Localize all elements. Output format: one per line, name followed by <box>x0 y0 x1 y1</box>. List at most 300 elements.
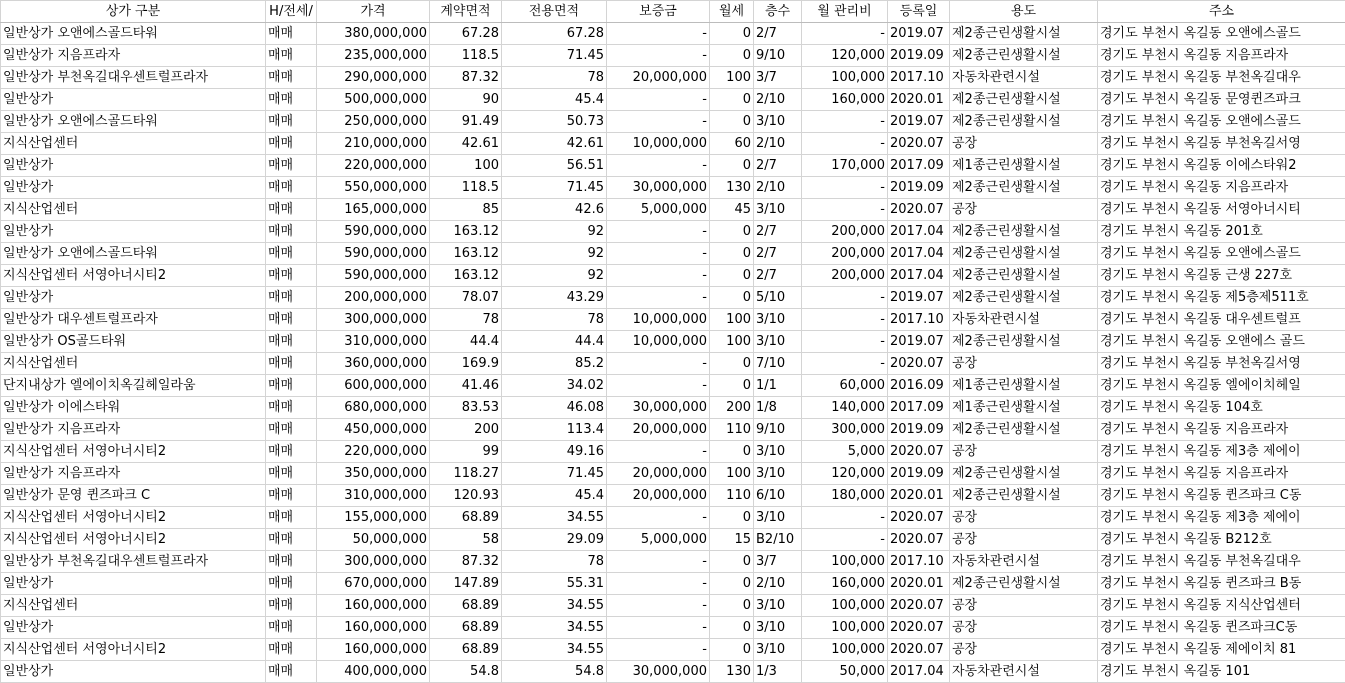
cell-address[interactable]: 경기도 부천시 옥길동 지음프라자 <box>1098 45 1345 67</box>
cell-price[interactable]: 210,000,000 <box>317 133 430 155</box>
cell-deposit[interactable]: - <box>607 375 710 397</box>
cell-exclusive-area[interactable]: 45.4 <box>502 89 607 111</box>
cell-deposit[interactable]: - <box>607 617 710 639</box>
cell-deal[interactable]: 매매 <box>266 221 317 243</box>
cell-registered[interactable]: 2017.04 <box>888 265 950 287</box>
cell-monthly-rent[interactable]: 60 <box>710 133 754 155</box>
cell-address[interactable]: 경기도 부천시 옥길동 B212호 <box>1098 529 1345 551</box>
cell-deal[interactable]: 매매 <box>266 507 317 529</box>
cell-type[interactable]: 지식산업센터 <box>1 353 266 375</box>
cell-registered[interactable]: 2019.09 <box>888 45 950 67</box>
cell-floor[interactable]: 1/1 <box>754 375 802 397</box>
cell-registered[interactable]: 2019.09 <box>888 419 950 441</box>
cell-deposit[interactable]: - <box>607 595 710 617</box>
cell-type[interactable]: 일반상가 오앤에스골드타워 <box>1 23 266 45</box>
cell-price[interactable]: 550,000,000 <box>317 177 430 199</box>
cell-floor[interactable]: 3/10 <box>754 111 802 133</box>
cell-price[interactable]: 310,000,000 <box>317 485 430 507</box>
cell-type[interactable]: 지식산업센터 서영아너시티2 <box>1 639 266 661</box>
cell-maintenance-fee[interactable]: 60,000 <box>802 375 888 397</box>
cell-maintenance-fee[interactable]: 120,000 <box>802 463 888 485</box>
cell-floor[interactable]: 3/10 <box>754 199 802 221</box>
cell-deposit[interactable]: 30,000,000 <box>607 661 710 683</box>
cell-contract-area[interactable]: 99 <box>430 441 502 463</box>
cell-deposit[interactable]: 10,000,000 <box>607 133 710 155</box>
cell-exclusive-area[interactable]: 92 <box>502 221 607 243</box>
cell-address[interactable]: 경기도 부천시 옥길동 부천옥길대우 <box>1098 551 1345 573</box>
cell-usage[interactable]: 제2종근린생활시설 <box>950 243 1098 265</box>
cell-type[interactable]: 일반상가 부천옥길대우센트럴프라자 <box>1 551 266 573</box>
column-header-price[interactable]: 가격 <box>317 1 430 23</box>
cell-deal[interactable]: 매매 <box>266 111 317 133</box>
cell-monthly-rent[interactable]: 0 <box>710 595 754 617</box>
cell-exclusive-area[interactable]: 71.45 <box>502 463 607 485</box>
cell-deposit[interactable]: 20,000,000 <box>607 485 710 507</box>
cell-monthly-rent[interactable]: 0 <box>710 353 754 375</box>
cell-maintenance-fee[interactable]: - <box>802 111 888 133</box>
cell-usage[interactable]: 제2종근린생활시설 <box>950 463 1098 485</box>
cell-floor[interactable]: 3/10 <box>754 331 802 353</box>
cell-floor[interactable]: 1/8 <box>754 397 802 419</box>
cell-exclusive-area[interactable]: 113.4 <box>502 419 607 441</box>
cell-registered[interactable]: 2019.07 <box>888 23 950 45</box>
cell-usage[interactable]: 공장 <box>950 353 1098 375</box>
cell-maintenance-fee[interactable]: - <box>802 199 888 221</box>
cell-type[interactable]: 일반상가 이에스타워 <box>1 397 266 419</box>
cell-maintenance-fee[interactable]: - <box>802 133 888 155</box>
cell-contract-area[interactable]: 118.27 <box>430 463 502 485</box>
cell-floor[interactable]: 2/7 <box>754 221 802 243</box>
cell-contract-area[interactable]: 44.4 <box>430 331 502 353</box>
cell-maintenance-fee[interactable]: - <box>802 529 888 551</box>
cell-usage[interactable]: 제2종근린생활시설 <box>950 265 1098 287</box>
cell-exclusive-area[interactable]: 42.61 <box>502 133 607 155</box>
cell-floor[interactable]: 2/10 <box>754 177 802 199</box>
cell-registered[interactable]: 2020.01 <box>888 573 950 595</box>
cell-exclusive-area[interactable]: 92 <box>502 265 607 287</box>
cell-maintenance-fee[interactable]: 120,000 <box>802 45 888 67</box>
cell-registered[interactable]: 2017.10 <box>888 67 950 89</box>
cell-type[interactable]: 일반상가 OS골드타워 <box>1 331 266 353</box>
cell-type[interactable]: 일반상가 <box>1 89 266 111</box>
cell-address[interactable]: 경기도 부천시 옥길동 문영퀸즈파크 <box>1098 89 1345 111</box>
cell-registered[interactable]: 2020.07 <box>888 133 950 155</box>
cell-registered[interactable]: 2019.09 <box>888 177 950 199</box>
cell-price[interactable]: 400,000,000 <box>317 661 430 683</box>
cell-address[interactable]: 경기도 부천시 옥길동 제에이치 81 <box>1098 639 1345 661</box>
cell-address[interactable]: 경기도 부천시 옥길동 이에스타워2 <box>1098 155 1345 177</box>
cell-monthly-rent[interactable]: 45 <box>710 199 754 221</box>
cell-type[interactable]: 지식산업센터 <box>1 595 266 617</box>
cell-usage[interactable]: 제2종근린생활시설 <box>950 111 1098 133</box>
cell-contract-area[interactable]: 67.28 <box>430 23 502 45</box>
cell-deal[interactable]: 매매 <box>266 155 317 177</box>
cell-registered[interactable]: 2019.07 <box>888 331 950 353</box>
cell-deal[interactable]: 매매 <box>266 89 317 111</box>
cell-maintenance-fee[interactable]: - <box>802 23 888 45</box>
cell-deposit[interactable]: 20,000,000 <box>607 419 710 441</box>
cell-deal[interactable]: 매매 <box>266 265 317 287</box>
cell-type[interactable]: 일반상가 <box>1 177 266 199</box>
cell-deal[interactable]: 매매 <box>266 177 317 199</box>
cell-usage[interactable]: 자동차관련시설 <box>950 67 1098 89</box>
cell-address[interactable]: 경기도 부천시 옥길동 부천옥길대우 <box>1098 67 1345 89</box>
cell-exclusive-area[interactable]: 43.29 <box>502 287 607 309</box>
cell-exclusive-area[interactable]: 67.28 <box>502 23 607 45</box>
cell-contract-area[interactable]: 83.53 <box>430 397 502 419</box>
cell-deal[interactable]: 매매 <box>266 287 317 309</box>
cell-deal[interactable]: 매매 <box>266 309 317 331</box>
cell-type[interactable]: 지식산업센터 서영아너시티2 <box>1 265 266 287</box>
cell-exclusive-area[interactable]: 34.55 <box>502 507 607 529</box>
cell-maintenance-fee[interactable]: - <box>802 331 888 353</box>
cell-address[interactable]: 경기도 부천시 옥길동 대우센트럴프 <box>1098 309 1345 331</box>
cell-price[interactable]: 290,000,000 <box>317 67 430 89</box>
cell-deposit[interactable]: - <box>607 23 710 45</box>
cell-registered[interactable]: 2020.07 <box>888 441 950 463</box>
cell-contract-area[interactable]: 118.5 <box>430 45 502 67</box>
cell-deal[interactable]: 매매 <box>266 441 317 463</box>
cell-maintenance-fee[interactable]: - <box>802 309 888 331</box>
cell-address[interactable]: 경기도 부천시 옥길동 지음프라자 <box>1098 419 1345 441</box>
cell-maintenance-fee[interactable]: 160,000 <box>802 573 888 595</box>
cell-registered[interactable]: 2017.09 <box>888 155 950 177</box>
cell-usage[interactable]: 자동차관련시설 <box>950 551 1098 573</box>
cell-type[interactable]: 일반상가 오앤에스골드타워 <box>1 243 266 265</box>
cell-contract-area[interactable]: 41.46 <box>430 375 502 397</box>
cell-monthly-rent[interactable]: 0 <box>710 45 754 67</box>
cell-address[interactable]: 경기도 부천시 옥길동 부천옥길서영 <box>1098 353 1345 375</box>
cell-deal[interactable]: 매매 <box>266 595 317 617</box>
cell-floor[interactable]: 3/10 <box>754 441 802 463</box>
cell-monthly-rent[interactable]: 0 <box>710 89 754 111</box>
cell-floor[interactable]: 3/7 <box>754 67 802 89</box>
cell-exclusive-area[interactable]: 55.31 <box>502 573 607 595</box>
cell-address[interactable]: 경기도 부천시 옥길동 근생 227호 <box>1098 265 1345 287</box>
cell-monthly-rent[interactable]: 0 <box>710 155 754 177</box>
cell-maintenance-fee[interactable]: - <box>802 507 888 529</box>
cell-address[interactable]: 경기도 부천시 옥길동 서영아너시티 <box>1098 199 1345 221</box>
cell-address[interactable]: 경기도 부천시 옥길동 지식산업센터 <box>1098 595 1345 617</box>
cell-monthly-rent[interactable]: 0 <box>710 221 754 243</box>
cell-usage[interactable]: 제2종근린생활시설 <box>950 419 1098 441</box>
cell-monthly-rent[interactable]: 0 <box>710 243 754 265</box>
cell-address[interactable]: 경기도 부천시 옥길동 제3층 제에이 <box>1098 507 1345 529</box>
cell-registered[interactable]: 2020.07 <box>888 595 950 617</box>
cell-price[interactable]: 600,000,000 <box>317 375 430 397</box>
cell-deposit[interactable]: - <box>607 89 710 111</box>
cell-address[interactable]: 경기도 부천시 옥길동 오앤에스골드 <box>1098 23 1345 45</box>
cell-floor[interactable]: 9/10 <box>754 45 802 67</box>
cell-price[interactable]: 360,000,000 <box>317 353 430 375</box>
cell-registered[interactable]: 2020.07 <box>888 199 950 221</box>
cell-monthly-rent[interactable]: 110 <box>710 419 754 441</box>
cell-exclusive-area[interactable]: 42.6 <box>502 199 607 221</box>
cell-deposit[interactable]: - <box>607 265 710 287</box>
cell-exclusive-area[interactable]: 85.2 <box>502 353 607 375</box>
cell-maintenance-fee[interactable]: 100,000 <box>802 639 888 661</box>
cell-monthly-rent[interactable]: 0 <box>710 551 754 573</box>
cell-usage[interactable]: 제2종근린생활시설 <box>950 331 1098 353</box>
cell-registered[interactable]: 2020.07 <box>888 639 950 661</box>
cell-registered[interactable]: 2016.09 <box>888 375 950 397</box>
cell-contract-area[interactable]: 91.49 <box>430 111 502 133</box>
cell-type[interactable]: 일반상가 <box>1 221 266 243</box>
cell-monthly-rent[interactable]: 110 <box>710 485 754 507</box>
cell-contract-area[interactable]: 54.8 <box>430 661 502 683</box>
cell-price[interactable]: 680,000,000 <box>317 397 430 419</box>
cell-deposit[interactable]: 20,000,000 <box>607 67 710 89</box>
cell-maintenance-fee[interactable]: 100,000 <box>802 595 888 617</box>
cell-address[interactable]: 경기도 부천시 옥길동 퀸즈파크 C동 <box>1098 485 1345 507</box>
cell-usage[interactable]: 제2종근린생활시설 <box>950 177 1098 199</box>
cell-maintenance-fee[interactable]: - <box>802 177 888 199</box>
cell-usage[interactable]: 자동차관련시설 <box>950 309 1098 331</box>
cell-usage[interactable]: 공장 <box>950 441 1098 463</box>
cell-exclusive-area[interactable]: 34.02 <box>502 375 607 397</box>
cell-exclusive-area[interactable]: 45.4 <box>502 485 607 507</box>
cell-maintenance-fee[interactable]: 200,000 <box>802 265 888 287</box>
cell-type[interactable]: 지식산업센터 <box>1 199 266 221</box>
cell-usage[interactable]: 제2종근린생활시설 <box>950 287 1098 309</box>
cell-deal[interactable]: 매매 <box>266 529 317 551</box>
cell-monthly-rent[interactable]: 0 <box>710 23 754 45</box>
column-header-deposit[interactable]: 보증금 <box>607 1 710 23</box>
cell-floor[interactable]: 9/10 <box>754 419 802 441</box>
cell-maintenance-fee[interactable]: - <box>802 353 888 375</box>
cell-deposit[interactable]: - <box>607 221 710 243</box>
cell-usage[interactable]: 제2종근린생활시설 <box>950 89 1098 111</box>
cell-deal[interactable]: 매매 <box>266 639 317 661</box>
cell-usage[interactable]: 제2종근린생활시설 <box>950 23 1098 45</box>
cell-registered[interactable]: 2020.07 <box>888 617 950 639</box>
cell-maintenance-fee[interactable]: - <box>802 287 888 309</box>
cell-floor[interactable]: 2/7 <box>754 23 802 45</box>
cell-maintenance-fee[interactable]: 140,000 <box>802 397 888 419</box>
cell-maintenance-fee[interactable]: 100,000 <box>802 617 888 639</box>
cell-type[interactable]: 지식산업센터 서영아너시티2 <box>1 529 266 551</box>
cell-deal[interactable]: 매매 <box>266 23 317 45</box>
cell-contract-area[interactable]: 58 <box>430 529 502 551</box>
cell-contract-area[interactable]: 85 <box>430 199 502 221</box>
cell-monthly-rent[interactable]: 15 <box>710 529 754 551</box>
cell-address[interactable]: 경기도 부천시 옥길동 오앤에스골드 <box>1098 243 1345 265</box>
cell-usage[interactable]: 공장 <box>950 639 1098 661</box>
cell-price[interactable]: 165,000,000 <box>317 199 430 221</box>
cell-contract-area[interactable]: 68.89 <box>430 507 502 529</box>
cell-price[interactable]: 300,000,000 <box>317 309 430 331</box>
cell-address[interactable]: 경기도 부천시 옥길동 지음프라자 <box>1098 177 1345 199</box>
cell-price[interactable]: 590,000,000 <box>317 243 430 265</box>
cell-type[interactable]: 일반상가 <box>1 661 266 683</box>
cell-maintenance-fee[interactable]: 100,000 <box>802 551 888 573</box>
cell-address[interactable]: 경기도 부천시 옥길동 101 <box>1098 661 1345 683</box>
cell-contract-area[interactable]: 42.61 <box>430 133 502 155</box>
cell-maintenance-fee[interactable]: 180,000 <box>802 485 888 507</box>
cell-monthly-rent[interactable]: 100 <box>710 463 754 485</box>
cell-contract-area[interactable]: 100 <box>430 155 502 177</box>
cell-contract-area[interactable]: 68.89 <box>430 617 502 639</box>
cell-maintenance-fee[interactable]: 200,000 <box>802 221 888 243</box>
cell-monthly-rent[interactable]: 100 <box>710 67 754 89</box>
cell-price[interactable]: 500,000,000 <box>317 89 430 111</box>
cell-price[interactable]: 590,000,000 <box>317 221 430 243</box>
cell-maintenance-fee[interactable]: 50,000 <box>802 661 888 683</box>
cell-maintenance-fee[interactable]: 5,000 <box>802 441 888 463</box>
cell-monthly-rent[interactable]: 100 <box>710 331 754 353</box>
cell-contract-area[interactable]: 87.32 <box>430 67 502 89</box>
cell-address[interactable]: 경기도 부천시 옥길동 엘에이치헤일 <box>1098 375 1345 397</box>
cell-registered[interactable]: 2019.07 <box>888 111 950 133</box>
cell-deposit[interactable]: - <box>607 243 710 265</box>
cell-usage[interactable]: 공장 <box>950 133 1098 155</box>
cell-deposit[interactable]: - <box>607 45 710 67</box>
cell-address[interactable]: 경기도 부천시 옥길동 오앤에스골드 <box>1098 111 1345 133</box>
cell-price[interactable]: 590,000,000 <box>317 265 430 287</box>
cell-exclusive-area[interactable]: 92 <box>502 243 607 265</box>
cell-type[interactable]: 일반상가 대우센트럴프라자 <box>1 309 266 331</box>
cell-price[interactable]: 235,000,000 <box>317 45 430 67</box>
column-header-monthly-rent[interactable]: 월세 <box>710 1 754 23</box>
cell-type[interactable]: 일반상가 <box>1 617 266 639</box>
column-header-usage[interactable]: 용도 <box>950 1 1098 23</box>
cell-price[interactable]: 450,000,000 <box>317 419 430 441</box>
cell-usage[interactable]: 공장 <box>950 507 1098 529</box>
cell-usage[interactable]: 제2종근린생활시설 <box>950 485 1098 507</box>
cell-price[interactable]: 200,000,000 <box>317 287 430 309</box>
cell-type[interactable]: 일반상가 지음프라자 <box>1 463 266 485</box>
cell-deposit[interactable]: 10,000,000 <box>607 309 710 331</box>
cell-deposit[interactable]: - <box>607 111 710 133</box>
cell-contract-area[interactable]: 118.5 <box>430 177 502 199</box>
cell-deposit[interactable]: - <box>607 155 710 177</box>
column-header-address[interactable]: 주소 <box>1098 1 1345 23</box>
cell-usage[interactable]: 자동차관련시설 <box>950 661 1098 683</box>
cell-floor[interactable]: 2/10 <box>754 133 802 155</box>
cell-price[interactable]: 300,000,000 <box>317 551 430 573</box>
cell-type[interactable]: 단지내상가 엘에이치옥길헤일라움 <box>1 375 266 397</box>
cell-type[interactable]: 지식산업센터 서영아너시티2 <box>1 441 266 463</box>
cell-price[interactable]: 670,000,000 <box>317 573 430 595</box>
cell-deal[interactable]: 매매 <box>266 45 317 67</box>
cell-floor[interactable]: 2/10 <box>754 573 802 595</box>
cell-exclusive-area[interactable]: 71.45 <box>502 177 607 199</box>
cell-type[interactable]: 일반상가 <box>1 287 266 309</box>
cell-deal[interactable]: 매매 <box>266 551 317 573</box>
cell-exclusive-area[interactable]: 34.55 <box>502 617 607 639</box>
cell-address[interactable]: 경기도 부천시 옥길동 104호 <box>1098 397 1345 419</box>
cell-registered[interactable]: 2020.01 <box>888 485 950 507</box>
cell-registered[interactable]: 2017.04 <box>888 243 950 265</box>
cell-contract-area[interactable]: 90 <box>430 89 502 111</box>
cell-exclusive-area[interactable]: 78 <box>502 551 607 573</box>
cell-monthly-rent[interactable]: 0 <box>710 287 754 309</box>
cell-usage[interactable]: 공장 <box>950 595 1098 617</box>
cell-type[interactable]: 지식산업센터 서영아너시티2 <box>1 507 266 529</box>
cell-price[interactable]: 310,000,000 <box>317 331 430 353</box>
cell-monthly-rent[interactable]: 0 <box>710 111 754 133</box>
cell-monthly-rent[interactable]: 0 <box>710 639 754 661</box>
cell-deal[interactable]: 매매 <box>266 199 317 221</box>
cell-maintenance-fee[interactable]: 300,000 <box>802 419 888 441</box>
cell-exclusive-area[interactable]: 46.08 <box>502 397 607 419</box>
cell-deposit[interactable]: - <box>607 353 710 375</box>
cell-type[interactable]: 일반상가 오앤에스골드타워 <box>1 111 266 133</box>
cell-deal[interactable]: 매매 <box>266 243 317 265</box>
cell-maintenance-fee[interactable]: 200,000 <box>802 243 888 265</box>
cell-registered[interactable]: 2017.10 <box>888 309 950 331</box>
cell-floor[interactable]: 7/10 <box>754 353 802 375</box>
cell-deal[interactable]: 매매 <box>266 617 317 639</box>
cell-deposit[interactable]: - <box>607 507 710 529</box>
cell-address[interactable]: 경기도 부천시 옥길동 오앤에스 골드 <box>1098 331 1345 353</box>
cell-usage[interactable]: 제1종근린생활시설 <box>950 155 1098 177</box>
cell-deposit[interactable]: 5,000,000 <box>607 529 710 551</box>
cell-monthly-rent[interactable]: 0 <box>710 375 754 397</box>
cell-price[interactable]: 250,000,000 <box>317 111 430 133</box>
cell-price[interactable]: 160,000,000 <box>317 595 430 617</box>
cell-exclusive-area[interactable]: 44.4 <box>502 331 607 353</box>
cell-contract-area[interactable]: 200 <box>430 419 502 441</box>
cell-deposit[interactable]: - <box>607 573 710 595</box>
cell-registered[interactable]: 2019.07 <box>888 287 950 309</box>
cell-floor[interactable]: 2/7 <box>754 243 802 265</box>
cell-contract-area[interactable]: 68.89 <box>430 595 502 617</box>
cell-deposit[interactable]: - <box>607 551 710 573</box>
cell-exclusive-area[interactable]: 54.8 <box>502 661 607 683</box>
column-header-floor[interactable]: 층수 <box>754 1 802 23</box>
cell-monthly-rent[interactable]: 200 <box>710 397 754 419</box>
cell-exclusive-area[interactable]: 71.45 <box>502 45 607 67</box>
cell-usage[interactable]: 공장 <box>950 617 1098 639</box>
cell-exclusive-area[interactable]: 49.16 <box>502 441 607 463</box>
column-header-registered[interactable]: 등록일 <box>888 1 950 23</box>
column-header-contract-area[interactable]: 계약면적 <box>430 1 502 23</box>
cell-monthly-rent[interactable]: 0 <box>710 617 754 639</box>
cell-floor[interactable]: 2/10 <box>754 89 802 111</box>
cell-type[interactable]: 일반상가 부천옥길대우센트럴프라자 <box>1 67 266 89</box>
cell-contract-area[interactable]: 163.12 <box>430 221 502 243</box>
cell-usage[interactable]: 제2종근린생활시설 <box>950 573 1098 595</box>
cell-exclusive-area[interactable]: 34.55 <box>502 595 607 617</box>
cell-registered[interactable]: 2017.10 <box>888 551 950 573</box>
cell-contract-area[interactable]: 78.07 <box>430 287 502 309</box>
cell-deal[interactable]: 매매 <box>266 353 317 375</box>
cell-deal[interactable]: 매매 <box>266 133 317 155</box>
column-header-type[interactable]: 상가 구분 <box>1 1 266 23</box>
cell-contract-area[interactable]: 163.12 <box>430 265 502 287</box>
cell-floor[interactable]: 3/10 <box>754 639 802 661</box>
cell-usage[interactable]: 제1종근린생활시설 <box>950 397 1098 419</box>
cell-address[interactable]: 경기도 부천시 옥길동 201호 <box>1098 221 1345 243</box>
cell-contract-area[interactable]: 163.12 <box>430 243 502 265</box>
cell-floor[interactable]: 3/10 <box>754 463 802 485</box>
cell-floor[interactable]: 5/10 <box>754 287 802 309</box>
cell-usage[interactable]: 공장 <box>950 529 1098 551</box>
cell-deal[interactable]: 매매 <box>266 485 317 507</box>
cell-usage[interactable]: 제2종근린생활시설 <box>950 45 1098 67</box>
cell-price[interactable]: 160,000,000 <box>317 639 430 661</box>
column-header-exclusive-area[interactable]: 전용면적 <box>502 1 607 23</box>
cell-address[interactable]: 경기도 부천시 옥길동 퀸즈파크 B동 <box>1098 573 1345 595</box>
cell-usage[interactable]: 제1종근린생활시설 <box>950 375 1098 397</box>
cell-registered[interactable]: 2017.04 <box>888 661 950 683</box>
cell-deposit[interactable]: 5,000,000 <box>607 199 710 221</box>
cell-exclusive-area[interactable]: 56.51 <box>502 155 607 177</box>
cell-floor[interactable]: 3/7 <box>754 551 802 573</box>
cell-registered[interactable]: 2020.07 <box>888 507 950 529</box>
cell-deposit[interactable]: - <box>607 441 710 463</box>
